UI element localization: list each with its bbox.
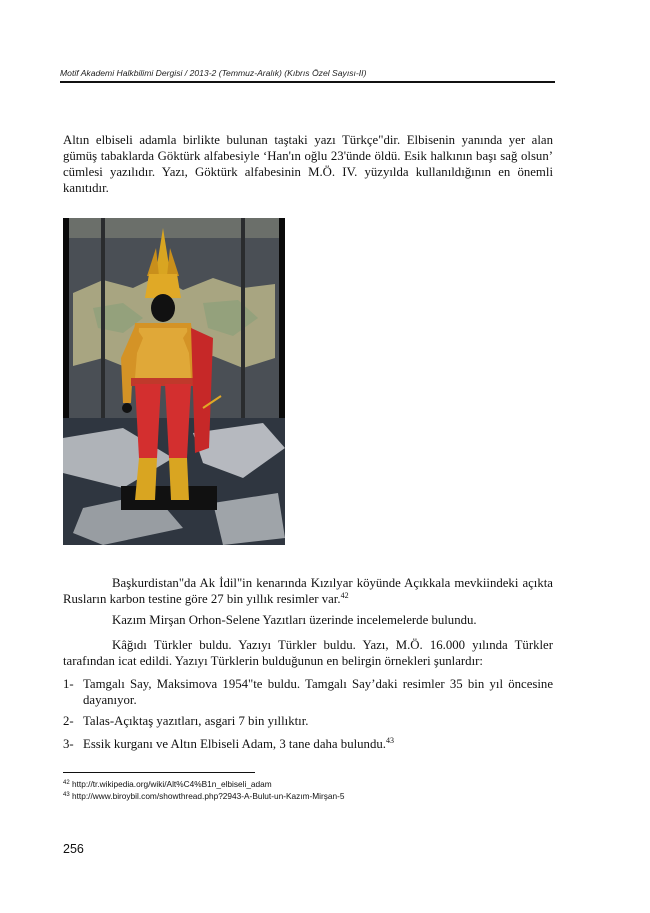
footnote-ref-42: 42 — [340, 591, 349, 600]
footnote-ref-43: 43 — [385, 736, 394, 745]
list-number: 2- — [63, 714, 74, 728]
footnote-link[interactable]: http://www.biroybil.com/showthread.php?2943-A-Bulut-un-Kazım-Mirşan-5 — [72, 791, 345, 801]
paragraph-2 — [63, 575, 553, 607]
footnote-rule — [63, 772, 255, 773]
numbered-list-item-2 — [63, 713, 553, 729]
footnote-number: 43 — [63, 792, 70, 798]
footnote-43 — [63, 791, 345, 801]
numbered-list-item-3 — [63, 736, 553, 752]
list-item-text: Essik kurganı ve Altın Elbiseli Adam, 3 tane daha bulundu. — [83, 737, 386, 751]
page-number: 256 — [63, 842, 84, 856]
paragraph-2-text: Başkurdistan"da Ak İdil"in kenarında Kızılyar köyünde Açıkkala mevkiindeki açıkta Rusların karbon testine göre 27 bin yıllık resimler var. — [63, 576, 553, 606]
paragraph-3: Kazım Mirşan Orhon-Selene Yazıtları üzerinde incelemelerde bulundu. — [112, 613, 477, 627]
list-item — [63, 713, 553, 729]
list-number: 3- — [63, 737, 74, 751]
list-item — [63, 676, 553, 708]
list-number: 1- — [63, 677, 74, 691]
header-rule — [60, 81, 555, 83]
list-item-text: Talas-Açıktaş yazıtları, asgari 7 bin yıllıktır. — [83, 714, 309, 728]
paragraph-4: Kâğıdı Türkler buldu. Yazıyı Türkler buldu. Yazı, M.Ö. 16.000 yılında Türkler tarafından icat edildi. Yazıyı Türklerin bulduğunun en belirgin örnekleri şunlardır: — [63, 638, 553, 668]
paragraph-1: Altın elbiseli adamla birlikte bulunan taştaki yazı Türkçe"dir. Elbisenin yanında yer alan gümüş tabaklarda Göktürk alfabesiyle ‘Han'ın oğlu 23'ünde öldü. Esik halkının başı sağ olsun’ cümlesi yazılıdır. Yazı, Göktürk alfabesinin M.Ö. IV. yüzyılda kullanıldığının en önemli kanıtıdır. — [63, 133, 553, 195]
footnote-42 — [63, 779, 272, 789]
footnote-link[interactable]: http://tr.wikipedia.org/wiki/Alt%C4%B1n_elbiseli_adam — [72, 779, 272, 789]
footnote-number: 42 — [63, 780, 70, 786]
numbered-list-item-1 — [63, 676, 553, 708]
golden-man-illustration — [63, 218, 285, 545]
list-item-text: Tamgalı Say, Maksimova 1954"te buldu. Tamgalı Say’daki resimler 35 bin yıl öncesine dayanıyor. — [83, 677, 553, 707]
museum-photo — [63, 218, 285, 545]
running-header: Motif Akademi Halkbilimi Dergisi / 2013-2 (Temmuz-Aralık) (Kıbrıs Özel Sayısı-II) — [60, 68, 367, 78]
list-item — [63, 736, 553, 752]
